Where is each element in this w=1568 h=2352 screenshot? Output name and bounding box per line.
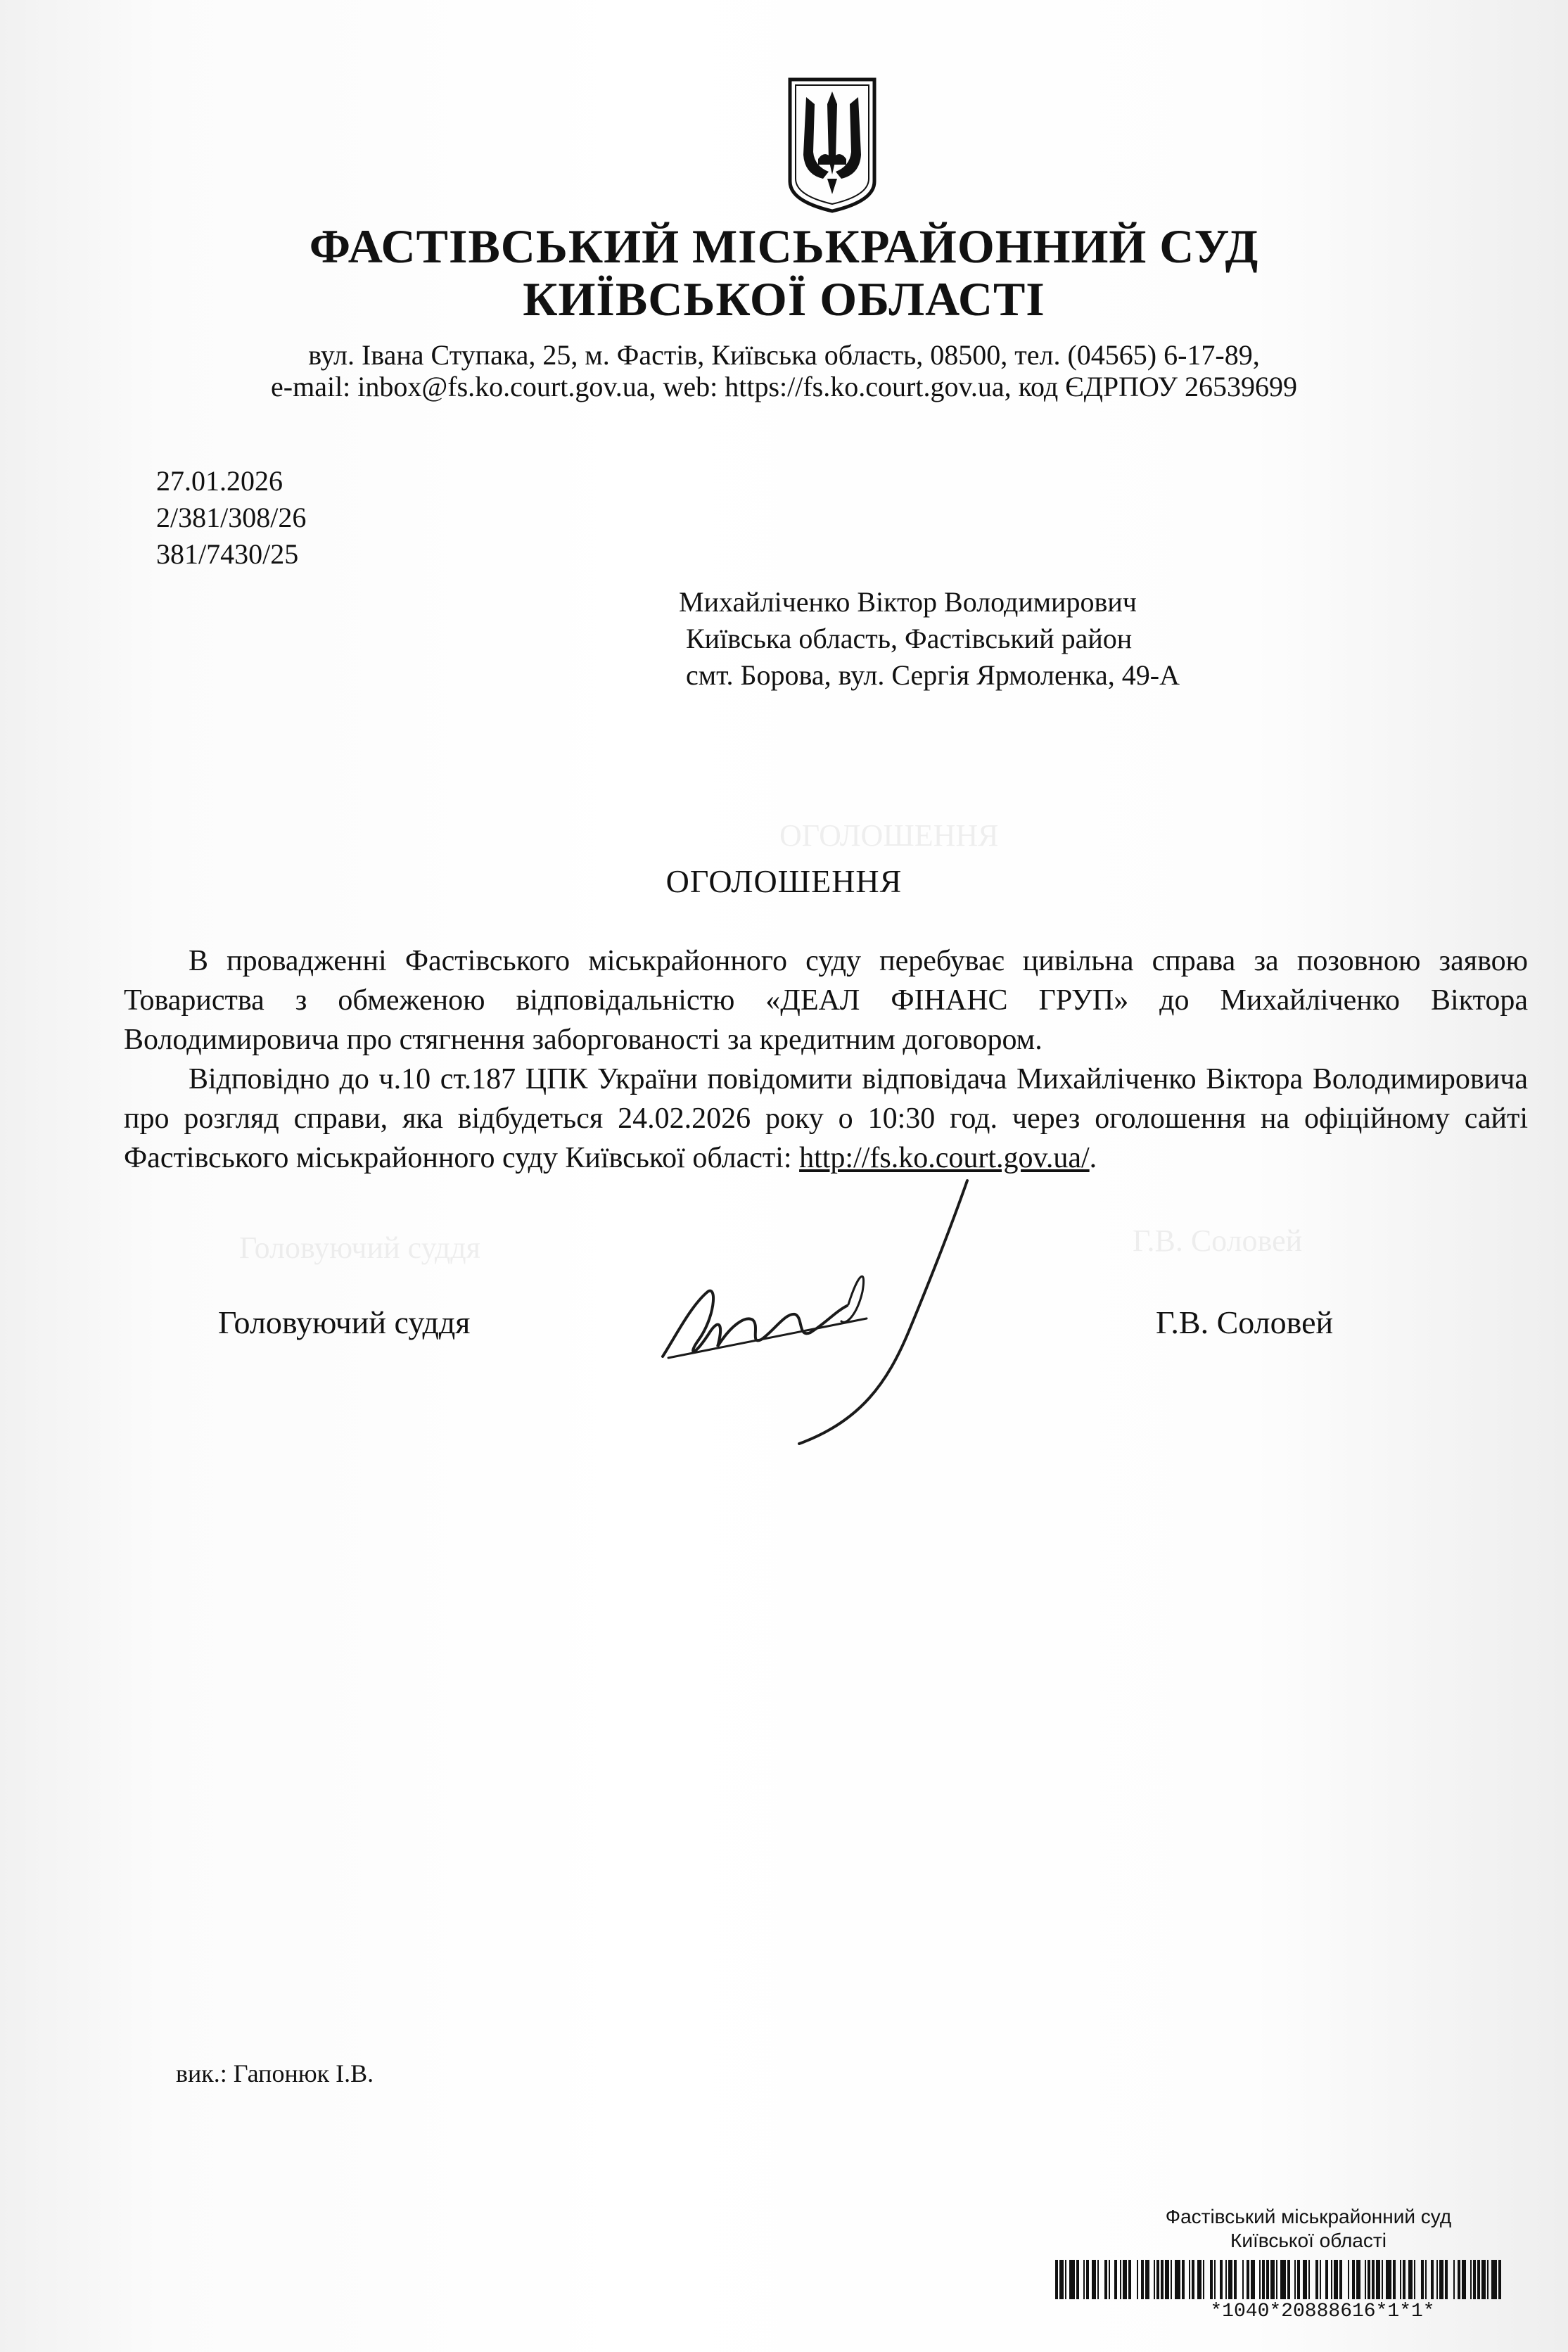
document-date: 27.01.2026 bbox=[156, 465, 283, 497]
court-name-line1: ФАСТІВСЬКИЙ МІСЬКРАЙОННИЙ СУД bbox=[309, 220, 1259, 273]
executor-note: вик.: Гапонюк І.В. bbox=[176, 2059, 374, 2087]
handwritten-signature bbox=[647, 1168, 985, 1449]
barcode-bar bbox=[1372, 2260, 1375, 2299]
barcode-bar bbox=[1365, 2260, 1366, 2299]
barcode-bar bbox=[1491, 2260, 1497, 2299]
barcode-bar bbox=[1425, 2260, 1427, 2299]
barcode-bar bbox=[1161, 2260, 1164, 2299]
case-number: 381/7430/25 bbox=[156, 538, 299, 570]
barcode-bar bbox=[1356, 2260, 1360, 2299]
barcode-bar bbox=[1076, 2260, 1079, 2299]
barcode-bar bbox=[1334, 2260, 1338, 2299]
barcode-bar bbox=[1156, 2260, 1159, 2299]
recipient-block bbox=[679, 584, 1180, 694]
barcode-bar bbox=[1498, 2260, 1501, 2299]
barcode-bar bbox=[1220, 2260, 1223, 2299]
barcode-bar bbox=[1477, 2260, 1480, 2299]
barcode-bar bbox=[1414, 2260, 1415, 2299]
barcode-bar bbox=[1294, 2260, 1296, 2299]
barcode-bar bbox=[1393, 2260, 1396, 2299]
barcode-bar bbox=[1214, 2260, 1216, 2299]
barcode-bar bbox=[1408, 2260, 1413, 2299]
barcode-bar bbox=[1262, 2260, 1265, 2299]
barcode-bar bbox=[1092, 2260, 1096, 2299]
barcode-bar bbox=[1120, 2260, 1121, 2299]
barcode-bar bbox=[1137, 2260, 1138, 2299]
recipient-name: Михайліченко Віктор Володимирович bbox=[679, 586, 1137, 618]
notice-body bbox=[124, 941, 1528, 1178]
judge-name: Г.В. Соловей bbox=[1156, 1304, 1334, 1340]
barcode-bar bbox=[1368, 2260, 1370, 2299]
recipient-region: Київська область, Фастівський район bbox=[686, 623, 1133, 654]
barcode-bar bbox=[1165, 2260, 1169, 2299]
barcode-bar bbox=[1315, 2260, 1318, 2299]
barcode-bar bbox=[1445, 2260, 1448, 2299]
barcode-bar bbox=[1303, 2260, 1307, 2299]
barcode-bar bbox=[1145, 2260, 1149, 2299]
notice-paragraph-1: В провадженні Фастівського міськрайонного суду перебуває цивільна справа за позовною заявою Товариства з обмеженою відповідальністю «ДЕАЛ ФІНАНС ГРУП» до Михайліченко Віктора Володимировича про стягнення заборгованості за кредитним договором. bbox=[124, 945, 1528, 1056]
notice-paragraph-2 bbox=[124, 1060, 1528, 1178]
barcode-bar bbox=[1352, 2260, 1355, 2299]
barcode-bar bbox=[1382, 2260, 1383, 2299]
barcode-bar bbox=[1481, 2260, 1486, 2299]
barcode-bar bbox=[1123, 2260, 1127, 2299]
barcode-bar bbox=[1251, 2260, 1255, 2299]
barcode-bar bbox=[1287, 2260, 1290, 2299]
barcode-bar bbox=[1400, 2260, 1401, 2299]
barcode-bar bbox=[1192, 2260, 1194, 2299]
ghost-role: Головуючий суддя bbox=[239, 1231, 480, 1265]
barcode-bar bbox=[1189, 2260, 1190, 2299]
barcode-bar bbox=[1228, 2260, 1232, 2299]
barcode-bar bbox=[1225, 2260, 1227, 2299]
barcode-bar bbox=[1470, 2260, 1472, 2299]
barcode-bar bbox=[1276, 2260, 1277, 2299]
barcode-bar bbox=[1203, 2260, 1204, 2299]
outgoing-number: 2/381/308/26 bbox=[156, 502, 307, 533]
barcode-bar bbox=[1458, 2260, 1460, 2299]
barcode-number: *1040*20888616*1*1* bbox=[1210, 2301, 1435, 2322]
barcode-bar bbox=[1197, 2260, 1202, 2299]
barcode-bar bbox=[1259, 2260, 1261, 2299]
barcode-bar bbox=[1141, 2260, 1144, 2299]
document-meta bbox=[156, 463, 306, 573]
stamp-court-name: Фастівський міськрайонний суд bbox=[1165, 2206, 1452, 2227]
barcode-bar bbox=[1462, 2260, 1466, 2299]
barcode-bar bbox=[1109, 2260, 1110, 2299]
barcode-bar bbox=[1280, 2260, 1286, 2299]
court-contacts: e-mail: inbox@fs.ko.court.gov.ua, web: https://fs.ko.court.gov.ua, код ЄДРПОУ 26539699 bbox=[271, 371, 1297, 402]
barcode-bar bbox=[1421, 2260, 1424, 2299]
barcode-bar bbox=[1059, 2260, 1064, 2299]
ghost-name: Г.В. Соловей bbox=[1133, 1223, 1303, 1258]
barcode-bar bbox=[1182, 2260, 1185, 2299]
barcode-bar bbox=[1210, 2260, 1213, 2299]
barcode-bar bbox=[1175, 2260, 1180, 2299]
recipient-street: смт. Борова, вул. Сергія Ярмоленка, 49-А bbox=[686, 659, 1180, 691]
barcode-bar bbox=[1308, 2260, 1310, 2299]
stamp-region: Київської області bbox=[1230, 2230, 1387, 2251]
barcode bbox=[1055, 2260, 1505, 2299]
barcode-bar bbox=[1114, 2260, 1117, 2299]
barcode-bar bbox=[1266, 2260, 1269, 2299]
barcode-bar bbox=[1128, 2260, 1131, 2299]
barcode-bar bbox=[1297, 2260, 1300, 2299]
barcode-bar bbox=[1436, 2260, 1438, 2299]
court-name-line2: КИЇВСЬКОЇ ОБЛАСТІ bbox=[523, 272, 1045, 326]
barcode-bar bbox=[1154, 2260, 1155, 2299]
judge-role: Головуючий суддя bbox=[218, 1304, 471, 1340]
court-website-link[interactable]: http://fs.ko.court.gov.ua/ bbox=[799, 1142, 1090, 1174]
notice-paragraph-2-end: . bbox=[1089, 1142, 1097, 1174]
ghost-title: ОГОЛОШЕННЯ bbox=[779, 818, 999, 853]
barcode-bar bbox=[1331, 2260, 1332, 2299]
barcode-bar bbox=[1247, 2260, 1249, 2299]
registration-stamp bbox=[1055, 2205, 1562, 2253]
barcode-bar bbox=[1065, 2260, 1066, 2299]
barcode-bar bbox=[1171, 2260, 1172, 2299]
barcode-bar bbox=[1431, 2260, 1434, 2299]
barcode-bar bbox=[1083, 2260, 1085, 2299]
barcode-bar bbox=[1439, 2260, 1443, 2299]
trident-emblem-icon bbox=[786, 76, 878, 214]
barcode-bar bbox=[1242, 2260, 1244, 2299]
barcode-bar bbox=[1104, 2260, 1107, 2299]
barcode-bar bbox=[1069, 2260, 1075, 2299]
barcode-bar bbox=[1086, 2260, 1089, 2299]
notice-paragraph-2-text: Відповідно до ч.10 ст.187 ЦПК України повідомити відповідача Михайліченко Віктора Володимировича про розгляд справи, яка відбудеться 24.02.2026 року о 10:30 год. через оголошення на офіційному сайті Фастівського міськрайонного суду Київської області: bbox=[124, 1063, 1528, 1174]
barcode-bar bbox=[1234, 2260, 1237, 2299]
barcode-bar bbox=[1473, 2260, 1476, 2299]
court-address: вул. Івана Ступака, 25, м. Фастів, Київська область, 08500, тел. (04565) 6-17-89, bbox=[308, 339, 1260, 371]
barcode-bar bbox=[1055, 2260, 1058, 2299]
barcode-bar bbox=[1453, 2260, 1455, 2299]
barcode-bar bbox=[1348, 2260, 1349, 2299]
barcode-bar bbox=[1376, 2260, 1380, 2299]
barcode-bar bbox=[1403, 2260, 1406, 2299]
barcode-bar bbox=[1325, 2260, 1328, 2299]
barcode-bar bbox=[1097, 2260, 1099, 2299]
barcode-bar bbox=[1487, 2260, 1489, 2299]
barcode-bar bbox=[1270, 2260, 1275, 2299]
barcode-bar bbox=[1320, 2260, 1321, 2299]
notice-title: ОГОЛОШЕННЯ bbox=[665, 863, 903, 899]
barcode-bar bbox=[1386, 2260, 1391, 2299]
barcode-bar bbox=[1339, 2260, 1342, 2299]
